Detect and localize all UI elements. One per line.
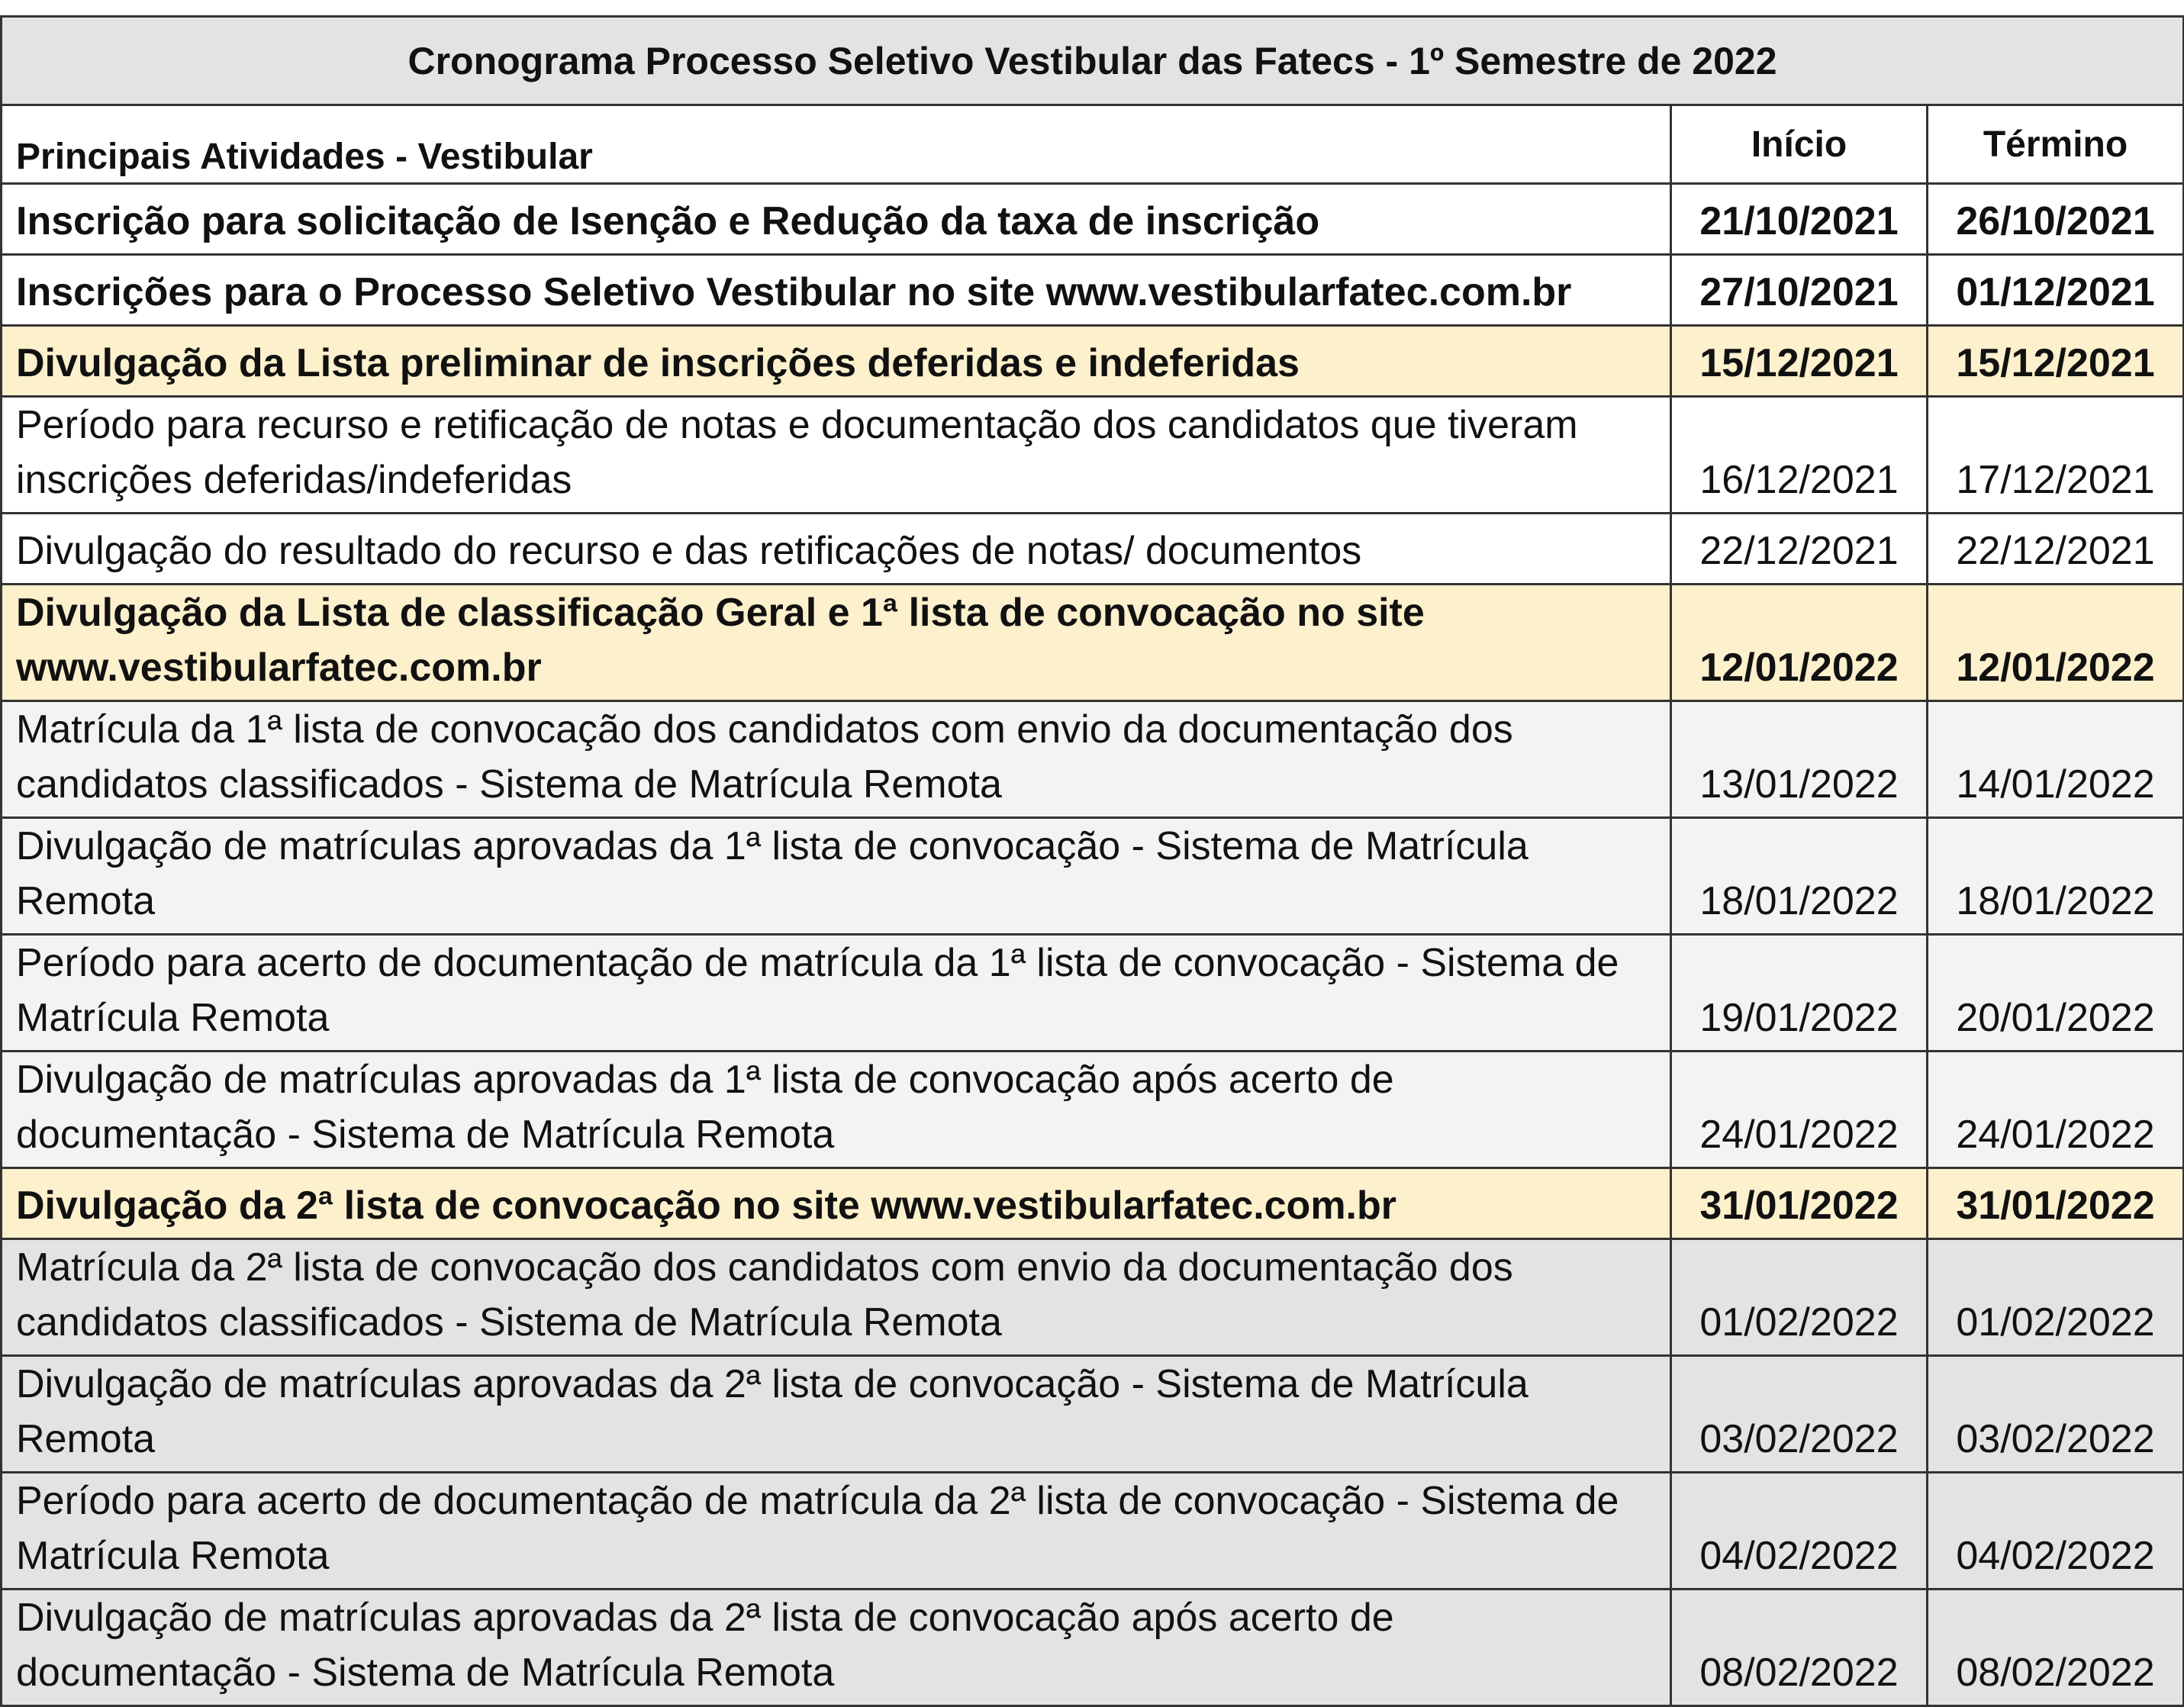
activity-cell: Inscrição para solicitação de Isenção e Redução da taxa de inscrição: [2, 184, 1671, 255]
activity-cell: Divulgação do resultado do recurso e das retificações de notas/ documentos: [2, 514, 1671, 585]
activity-cell: Matrícula da 2ª lista de convocação dos candidatos com envio da documentação dos candidatos classificados - Sistema de Matrícula Remota: [2, 1239, 1671, 1356]
start-date-cell: 08/02/2022: [1671, 1589, 1928, 1706]
start-date-cell: 27/10/2021: [1671, 255, 1928, 326]
end-date-cell: 08/02/2022: [1928, 1589, 2184, 1706]
start-date-cell: 13/01/2022: [1671, 701, 1928, 818]
table-row: [2, 1473, 2184, 1589]
table-row: [2, 818, 2184, 935]
table-row: [2, 1168, 2184, 1239]
table-header-row: [2, 105, 2184, 184]
end-date-cell: 31/01/2022: [1928, 1168, 2184, 1239]
end-date-cell: 22/12/2021: [1928, 514, 2184, 585]
activity-cell: Inscrições para o Processo Seletivo Vestibular no site www.vestibularfatec.com.br: [2, 255, 1671, 326]
activity-cell: Divulgação de matrículas aprovadas da 1ª lista de convocação - Sistema de Matrícula Remota: [2, 818, 1671, 935]
start-date-cell: 12/01/2022: [1671, 585, 1928, 701]
start-date-cell: 19/01/2022: [1671, 935, 1928, 1052]
table-row: [2, 397, 2184, 514]
activity-cell: Período para acerto de documentação de matrícula da 1ª lista de convocação - Sistema de Matrícula Remota: [2, 935, 1671, 1052]
end-date-cell: 01/12/2021: [1928, 255, 2184, 326]
start-date-cell: 15/12/2021: [1671, 326, 1928, 397]
table-row: [2, 514, 2184, 585]
table-row: [2, 255, 2184, 326]
end-date-cell: 04/02/2022: [1928, 1473, 2184, 1589]
end-date-cell: 01/02/2022: [1928, 1239, 2184, 1356]
start-date-cell: 16/12/2021: [1671, 397, 1928, 514]
activity-cell: Divulgação de matrículas aprovadas da 2ª lista de convocação após acerto de documentação - Sistema de Matrícula Remota: [2, 1589, 1671, 1706]
start-date-cell: 18/01/2022: [1671, 818, 1928, 935]
end-date-cell: 03/02/2022: [1928, 1356, 2184, 1473]
activity-cell: Divulgação de matrículas aprovadas da 1ª lista de convocação após acerto de documentação - Sistema de Matrícula Remota: [2, 1052, 1671, 1168]
table-row: [2, 1239, 2184, 1356]
table-row: [2, 1589, 2184, 1706]
end-date-cell: 15/12/2021: [1928, 326, 2184, 397]
end-date-cell: 24/01/2022: [1928, 1052, 2184, 1168]
start-date-cell: 24/01/2022: [1671, 1052, 1928, 1168]
start-date-cell: 31/01/2022: [1671, 1168, 1928, 1239]
header-end: Término: [1928, 105, 2184, 184]
activity-cell: Divulgação de matrículas aprovadas da 2ª lista de convocação - Sistema de Matrícula Remota: [2, 1356, 1671, 1473]
table-row: [2, 184, 2184, 255]
table-title: Cronograma Processo Seletivo Vestibular das Fatecs - 1º Semestre de 2022: [2, 17, 2184, 105]
end-date-cell: 18/01/2022: [1928, 818, 2184, 935]
activity-cell: Matrícula da 1ª lista de convocação dos candidatos com envio da documentação dos candidatos classificados - Sistema de Matrícula Remota: [2, 701, 1671, 818]
end-date-cell: 20/01/2022: [1928, 935, 2184, 1052]
table-row: [2, 701, 2184, 818]
table-row: [2, 1052, 2184, 1168]
activity-cell: Período para acerto de documentação de matrícula da 2ª lista de convocação - Sistema de Matrícula Remota: [2, 1473, 1671, 1589]
end-date-cell: 12/01/2022: [1928, 585, 2184, 701]
end-date-cell: 17/12/2021: [1928, 397, 2184, 514]
schedule-table: [0, 15, 2184, 1707]
start-date-cell: 21/10/2021: [1671, 184, 1928, 255]
table-title-row: [2, 17, 2184, 105]
table-row: [2, 935, 2184, 1052]
activity-cell: Divulgação da Lista preliminar de inscrições deferidas e indeferidas: [2, 326, 1671, 397]
header-start: Início: [1671, 105, 1928, 184]
end-date-cell: 26/10/2021: [1928, 184, 2184, 255]
table-row: [2, 326, 2184, 397]
start-date-cell: 01/02/2022: [1671, 1239, 1928, 1356]
activity-cell: Divulgação da 2ª lista de convocação no site www.vestibularfatec.com.br: [2, 1168, 1671, 1239]
end-date-cell: 14/01/2022: [1928, 701, 2184, 818]
start-date-cell: 04/02/2022: [1671, 1473, 1928, 1589]
activity-cell: Divulgação da Lista de classificação Geral e 1ª lista de convocação no site www.vestibularfatec.com.br: [2, 585, 1671, 701]
activity-cell: Período para recurso e retificação de notas e documentação dos candidatos que tiveram inscrições deferidas/indeferidas: [2, 397, 1671, 514]
start-date-cell: 03/02/2022: [1671, 1356, 1928, 1473]
table-row: [2, 1356, 2184, 1473]
table-row: [2, 585, 2184, 701]
start-date-cell: 22/12/2021: [1671, 514, 1928, 585]
header-activity: Principais Atividades - Vestibular: [2, 105, 1671, 184]
